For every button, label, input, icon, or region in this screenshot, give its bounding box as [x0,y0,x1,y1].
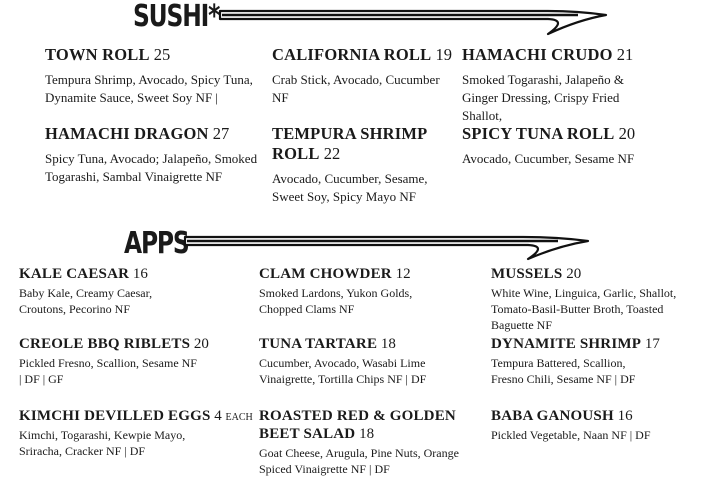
item-name: DYNAMITE SHRIMP [491,336,642,352]
menu-item [462,45,657,125]
item-price: 18 [380,336,396,352]
item-description: Smoked Togarashi, Jalapeño & Ginger Dressing, Crispy Fried Shallot, [462,72,625,123]
item-description: Avocado, Cucumber, Sesame, Sweet Soy, Spicy Mayo NF [272,171,428,204]
menu-item [491,335,691,387]
item-price: 18 [359,426,375,442]
item-description: Smoked Lardons, Yukon Golds, Chopped Clams NF [259,286,413,316]
item-name: TEMPURA SHRIMP ROLL [272,124,427,163]
item-description: Tempura Shrimp, Avocado, Spicy Tuna, Dynamite Sauce, Sweet Soy NF | [45,72,253,105]
item-price: 16 [132,266,148,282]
menu-item [272,45,454,107]
apps-arrow-icon [183,229,603,269]
menu-item [19,265,249,317]
item-price: 12 [395,266,411,282]
menu-item [491,265,691,333]
item-name: MUSSELS [491,266,563,282]
item-price: 16 [617,408,633,424]
item-description: Cucumber, Avocado, Wasabi Lime Vinaigrette, Tortilla Chips NF | DF [259,356,427,386]
item-price: 21 [616,45,634,64]
item-price: 17 [644,336,660,352]
menu-item [462,124,662,168]
item-name: HAMACHI DRAGON [45,124,209,143]
item-description: Avocado, Cucumber, Sesame NF [462,151,635,166]
item-name: HAMACHI CRUDO [462,45,613,64]
item-name: BABA GANOUSH [491,408,614,424]
item-price: 20 [566,266,582,282]
item-description: Crab Stick, Avocado, Cucumber NF [272,72,440,105]
item-description: White Wine, Linguica, Garlic, Shallot, Tomato-Basil-Butter Broth, Toasted Baguette NF [491,286,677,332]
menu-item [45,45,265,107]
item-price: 25 [153,45,171,64]
item-name: KIMCHI DEVILLED EGGS [19,408,211,424]
item-name: KALE CAESAR [19,266,130,282]
item-price: 20 [618,124,636,143]
item-description: Spicy Tuna, Avocado; Jalapeño, Smoked Togarashi, Sambal Vinaigrette NF [45,151,258,184]
item-name: SPICY TUNA ROLL [462,124,615,143]
item-price: 4 [214,408,222,424]
apps-heading: APPS [124,226,189,261]
item-description: Pickled Vegetable, Naan NF | DF [491,428,651,442]
menu-item [491,407,691,443]
item-price: 20 [193,336,209,352]
item-price: 22 [323,144,341,163]
item-price: 27 [212,124,230,143]
menu-item [259,265,474,317]
item-name: TOWN ROLL [45,45,150,64]
menu-item [19,407,259,459]
item-description: Tempura Battered, Scallion, Fresno Chili, Sesame NF | DF [491,356,636,386]
menu-item [259,407,481,477]
item-description: Pickled Fresno, Scallion, Sesame NF | DF | GF [19,356,197,386]
item-description: Goat Cheese, Arugula, Pine Nuts, Orange Spiced Vinaigrette NF | DF [259,446,459,476]
item-name: CLAM CHOWDER [259,266,392,282]
menu-item [45,124,265,186]
item-name: ROASTED RED & GOLDEN BEET SALAD [259,408,456,442]
item-description: Kimchi, Togarashi, Kewpie Mayo, Sriracha, Cracker NF | DF [19,428,186,458]
sushi-arrow-icon [218,0,618,44]
menu-item [272,124,454,206]
item-price: 19 [435,45,452,64]
item-description: Baby Kale, Creamy Caesar, Croutons, Pecorino NF [19,286,153,316]
item-price-unit: EACH [225,412,253,423]
menu-item [259,335,474,387]
item-name: CREOLE BBQ RIBLETS [19,336,191,352]
menu-item [19,335,249,387]
sushi-heading: SUSHI* [133,0,220,34]
item-name: TUNA TARTARE [259,336,378,352]
item-name: CALIFORNIA ROLL [272,45,432,64]
